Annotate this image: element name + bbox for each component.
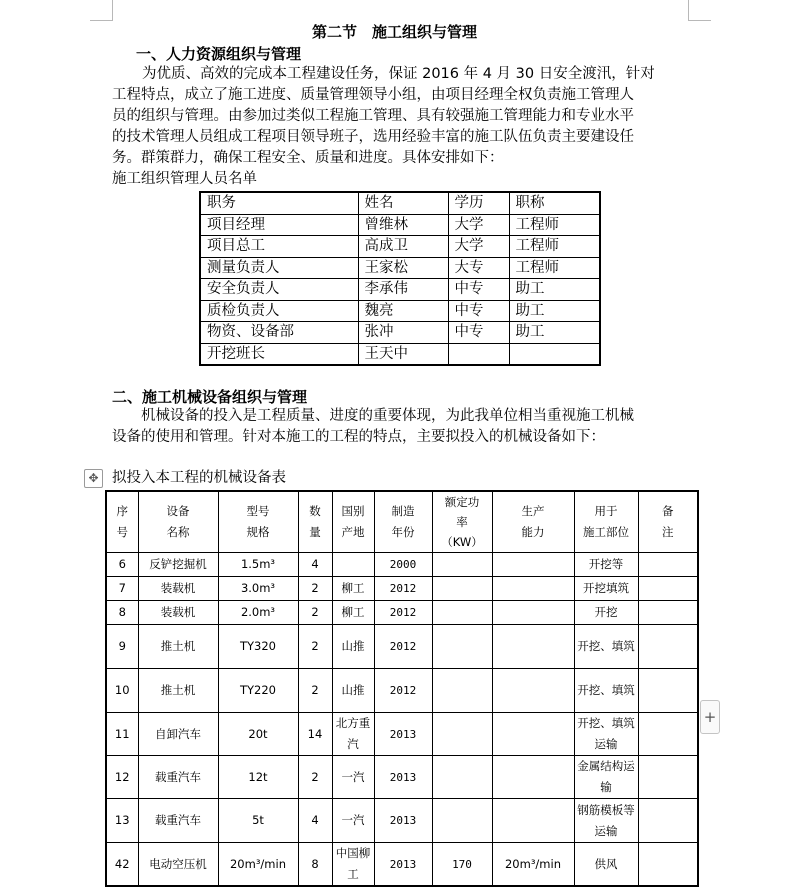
table-cell-capacity[interactable] [492, 713, 574, 756]
table-cell-note[interactable] [638, 713, 698, 756]
heading-machinery: 二、施工机械设备组织与管理 [112, 388, 308, 406]
table-cell[interactable]: 李承伟 [358, 279, 448, 301]
table-cell[interactable]: 中专 [448, 279, 509, 301]
paragraph-machinery [112, 406, 690, 448]
table-row [200, 279, 600, 301]
table-cell[interactable]: 助工 [509, 279, 600, 301]
header-text: 制造 [391, 504, 415, 518]
table-cell-capacity[interactable] [492, 669, 574, 713]
table-cell-capacity[interactable] [492, 799, 574, 843]
table-cell-power[interactable] [432, 713, 492, 756]
table-row [200, 300, 600, 322]
table-cell-power[interactable] [432, 625, 492, 669]
table-cell-capacity[interactable] [492, 577, 574, 601]
header-text: 数 [309, 504, 321, 518]
table-cell-year[interactable]: 2013 [374, 843, 432, 887]
table-cell-name[interactable]: 自卸汽车 [138, 713, 218, 756]
header-cell-use[interactable] [574, 491, 638, 553]
staff-table-caption: 施工组织管理人员名单 [112, 171, 257, 187]
table-cell-origin[interactable]: 北方重汽 [332, 713, 374, 756]
paragraph-line: 的技术管理人员组成工程项目领导班子，选用经验丰富的施工队伍负责主要建设任 [112, 129, 634, 145]
table-cell-note[interactable] [638, 799, 698, 843]
table-cell-capacity[interactable]: 20m³/min [492, 843, 574, 887]
header-cell-origin[interactable] [332, 491, 374, 553]
table-cell[interactable]: 魏亮 [358, 300, 448, 322]
header-text: 号 [116, 525, 128, 539]
table-row [106, 756, 698, 799]
header-text: 用于 [594, 504, 618, 518]
paragraph-line: 务。群策群力，确保工程安全、质量和进度。具体安排如下： [112, 150, 504, 166]
table-cell-power[interactable] [432, 553, 492, 577]
table-header-row [200, 192, 600, 214]
table-cell[interactable]: 张冲 [358, 322, 448, 344]
table-row [200, 214, 600, 236]
table-cell-qty[interactable]: 2 [298, 756, 332, 799]
table-cell-origin[interactable]: 中国柳工 [332, 843, 374, 887]
table-cell-no[interactable]: 6 [106, 553, 138, 577]
header-cell-qty[interactable] [298, 491, 332, 553]
staff-table [199, 191, 601, 366]
move-cross-icon[interactable]: ✥ [84, 469, 103, 488]
table-cell-name[interactable]: 装载机 [138, 577, 218, 601]
table-cell-capacity[interactable] [492, 601, 574, 625]
header-text: 产地 [341, 525, 365, 539]
header-text: 量 [309, 525, 321, 539]
equipment-table [105, 490, 699, 887]
table-cell-name[interactable]: 电动空压机 [138, 843, 218, 887]
table-cell-name[interactable]: 反铲挖掘机 [138, 553, 218, 577]
table-cell-qty[interactable]: 2 [298, 669, 332, 713]
header-cell[interactable]: 姓名 [358, 192, 448, 214]
header-cell[interactable]: 职务 [200, 192, 358, 214]
table-cell-power[interactable] [432, 669, 492, 713]
table-cell-origin[interactable]: 柳工 [332, 577, 374, 601]
table-cell-origin[interactable]: 山推 [332, 669, 374, 713]
table-cell-no[interactable]: 11 [106, 713, 138, 756]
table-cell[interactable]: 工程师 [509, 214, 600, 236]
table-cell[interactable]: 物资、设备部 [200, 322, 358, 344]
header-text: （KW） [441, 535, 483, 549]
header-text: 名称 [166, 525, 190, 539]
table-cell-model[interactable]: 5t [218, 799, 298, 843]
table-cell-power[interactable] [432, 601, 492, 625]
table-cell-no[interactable]: 9 [106, 625, 138, 669]
table-row [200, 236, 600, 258]
section-title: 第二节 施工组织与管理 [311, 23, 477, 41]
table-row [106, 799, 698, 843]
table-cell-model[interactable]: 20t [218, 713, 298, 756]
table-cell-model[interactable]: 2.0m³ [218, 601, 298, 625]
table-cell[interactable]: 大学 [448, 214, 509, 236]
table-cell-note[interactable] [638, 553, 698, 577]
table-row [106, 601, 698, 625]
table-cell[interactable]: 中专 [448, 322, 509, 344]
table-cell-origin[interactable] [332, 553, 374, 577]
table-cell-power[interactable]: 170 [432, 843, 492, 887]
table-cell-use[interactable]: 开挖、填筑 [574, 625, 638, 669]
table-cell-model[interactable]: 12t [218, 756, 298, 799]
table-row [200, 257, 600, 279]
header-text: 规格 [246, 525, 270, 539]
table-cell-year[interactable]: 2013 [374, 799, 432, 843]
table-cell[interactable]: 项目经理 [200, 214, 358, 236]
table-row [200, 343, 600, 365]
table-cell-origin[interactable]: 一汽 [332, 799, 374, 843]
header-text: 能力 [521, 525, 545, 539]
paragraph-line: 员的组织与管理。由参加过类似工程施工管理、具有较强施工管理能力和专业水平 [112, 108, 634, 124]
table-cell-no[interactable]: 13 [106, 799, 138, 843]
table-cell-no[interactable]: 42 [106, 843, 138, 887]
equipment-table-body [106, 553, 698, 887]
paragraph-line: 机械设备的投入是工程质量、进度的重要体现，为此我单位相当重视施工机械 [112, 408, 634, 424]
table-cell-model[interactable]: 3.0m³ [218, 577, 298, 601]
table-cell-year[interactable]: 2012 [374, 577, 432, 601]
table-cell-model[interactable]: TY320 [218, 625, 298, 669]
header-text: 国别 [341, 504, 365, 518]
table-cell-use[interactable]: 钢筋模板等运输 [574, 799, 638, 843]
paragraph-line: 设备的使用和管理。针对本施工的工程的特点，主要拟投入的机械设备如下： [112, 429, 605, 445]
table-cell-no[interactable]: 7 [106, 577, 138, 601]
table-cell-use[interactable]: 金属结构运输 [574, 756, 638, 799]
header-text: 型号 [246, 504, 270, 518]
table-cell[interactable]: 项目总工 [200, 236, 358, 258]
table-cell-no[interactable]: 12 [106, 756, 138, 799]
table-cell-origin[interactable]: 山推 [332, 625, 374, 669]
header-cell-power[interactable] [432, 491, 492, 553]
table-cell-use[interactable]: 开挖、填筑运输 [574, 713, 638, 756]
table-cell-use[interactable]: 开挖 [574, 601, 638, 625]
table-cell[interactable]: 王天中 [358, 343, 448, 365]
table-cell-name[interactable]: 推土机 [138, 625, 218, 669]
header-text: 额定功 [444, 495, 480, 509]
table-row [106, 713, 698, 756]
table-cell[interactable]: 工程师 [509, 257, 600, 279]
table-row [106, 625, 698, 669]
table-cell-capacity[interactable] [492, 756, 574, 799]
header-cell-name[interactable] [138, 491, 218, 553]
table-cell[interactable]: 中专 [448, 300, 509, 322]
table-cell-year[interactable]: 2012 [374, 669, 432, 713]
table-cell-power[interactable] [432, 756, 492, 799]
table-cell-year[interactable]: 2000 [374, 553, 432, 577]
table-cell-name[interactable]: 装载机 [138, 601, 218, 625]
header-text: 率 [456, 515, 468, 529]
table-cell[interactable]: 安全负责人 [200, 279, 358, 301]
table-cell-note[interactable] [638, 601, 698, 625]
table-cell-qty[interactable]: 14 [298, 713, 332, 756]
table-cell[interactable]: 高成卫 [358, 236, 448, 258]
header-cell-no[interactable] [106, 491, 138, 553]
header-cell-model[interactable] [218, 491, 298, 553]
table-row [106, 577, 698, 601]
table-cell-name[interactable]: 载重汽车 [138, 756, 218, 799]
header-cell-capacity[interactable] [492, 491, 574, 553]
table-cell[interactable]: 曾维林 [358, 214, 448, 236]
table-cell-name[interactable]: 推土机 [138, 669, 218, 713]
table-row [106, 843, 698, 887]
table-row [200, 322, 600, 344]
table-cell-year[interactable]: 2012 [374, 601, 432, 625]
table-cell[interactable]: 助工 [509, 322, 600, 344]
plus-icon[interactable]: + [700, 700, 720, 734]
header-cell[interactable]: 职称 [509, 192, 600, 214]
table-cell-name[interactable]: 载重汽车 [138, 799, 218, 843]
header-text: 生产 [521, 504, 545, 518]
table-cell[interactable]: 测量负责人 [200, 257, 358, 279]
table-cell-origin[interactable]: 柳工 [332, 601, 374, 625]
header-text: 年份 [391, 525, 415, 539]
table-cell[interactable]: 质检负责人 [200, 300, 358, 322]
table-cell-year[interactable]: 2013 [374, 713, 432, 756]
table-cell-model[interactable]: 20m³/min [218, 843, 298, 887]
table-cell[interactable]: 开挖班长 [200, 343, 358, 365]
header-text: 序 [116, 504, 128, 518]
header-cell[interactable]: 学历 [448, 192, 509, 214]
table-cell-qty[interactable]: 2 [298, 577, 332, 601]
header-text: 施工部位 [583, 525, 629, 539]
equipment-table-caption: 拟投入本工程的机械设备表 [112, 470, 286, 486]
table-cell-no[interactable]: 10 [106, 669, 138, 713]
header-text: 注 [662, 525, 674, 539]
paragraph-human-resources [112, 64, 690, 169]
paragraph-line: 为优质、高效的完成本工程建设任务，保证 2016 年 4 月 30 日安全渡汛，针对 [142, 66, 655, 82]
table-cell-model[interactable]: TY220 [218, 669, 298, 713]
table-cell-year[interactable]: 2012 [374, 625, 432, 669]
table-cell-capacity[interactable] [492, 553, 574, 577]
table-cell-power[interactable] [432, 799, 492, 843]
table-cell-use[interactable]: 开挖填筑 [574, 577, 638, 601]
header-text: 备 [662, 504, 674, 518]
header-cell-note[interactable] [638, 491, 698, 553]
header-text: 设备 [166, 504, 190, 518]
table-cell-qty[interactable]: 4 [298, 799, 332, 843]
table-cell-qty[interactable]: 8 [298, 843, 332, 887]
page-corner-mark-right [688, 0, 711, 21]
table-cell-origin[interactable]: 一汽 [332, 756, 374, 799]
table-cell-note[interactable] [638, 843, 698, 887]
table-cell-no[interactable]: 8 [106, 601, 138, 625]
table-row [106, 669, 698, 713]
table-cell-qty[interactable]: 2 [298, 625, 332, 669]
table-cell-use[interactable]: 供风 [574, 843, 638, 887]
table-cell-use[interactable]: 开挖等 [574, 553, 638, 577]
page-corner-mark-left [90, 0, 113, 21]
table-cell-qty[interactable]: 2 [298, 601, 332, 625]
table-row [106, 553, 698, 577]
table-cell[interactable] [448, 343, 509, 365]
table-cell-year[interactable]: 2013 [374, 756, 432, 799]
table-cell-qty[interactable]: 4 [298, 553, 332, 577]
table-cell-note[interactable] [638, 577, 698, 601]
table-header-row [106, 491, 698, 553]
table-cell-use[interactable]: 开挖、填筑 [574, 669, 638, 713]
heading-human-resources: 一、人力资源组织与管理 [136, 45, 302, 63]
table-cell-power[interactable] [432, 577, 492, 601]
table-cell[interactable]: 大学 [448, 236, 509, 258]
table-cell-note[interactable] [638, 625, 698, 669]
table-cell[interactable]: 助工 [509, 300, 600, 322]
table-cell[interactable]: 大专 [448, 257, 509, 279]
header-cell-year[interactable] [374, 491, 432, 553]
table-cell-model[interactable]: 1.5m³ [218, 553, 298, 577]
table-cell[interactable]: 工程师 [509, 236, 600, 258]
table-cell-capacity[interactable] [492, 625, 574, 669]
table-cell[interactable]: 王家松 [358, 257, 448, 279]
table-cell[interactable] [509, 343, 600, 365]
table-cell-note[interactable] [638, 756, 698, 799]
paragraph-line: 工程特点，成立了施工进度、质量管理领导小组，由项目经理全权负责施工管理人 [112, 87, 634, 103]
table-cell-note[interactable] [638, 669, 698, 713]
